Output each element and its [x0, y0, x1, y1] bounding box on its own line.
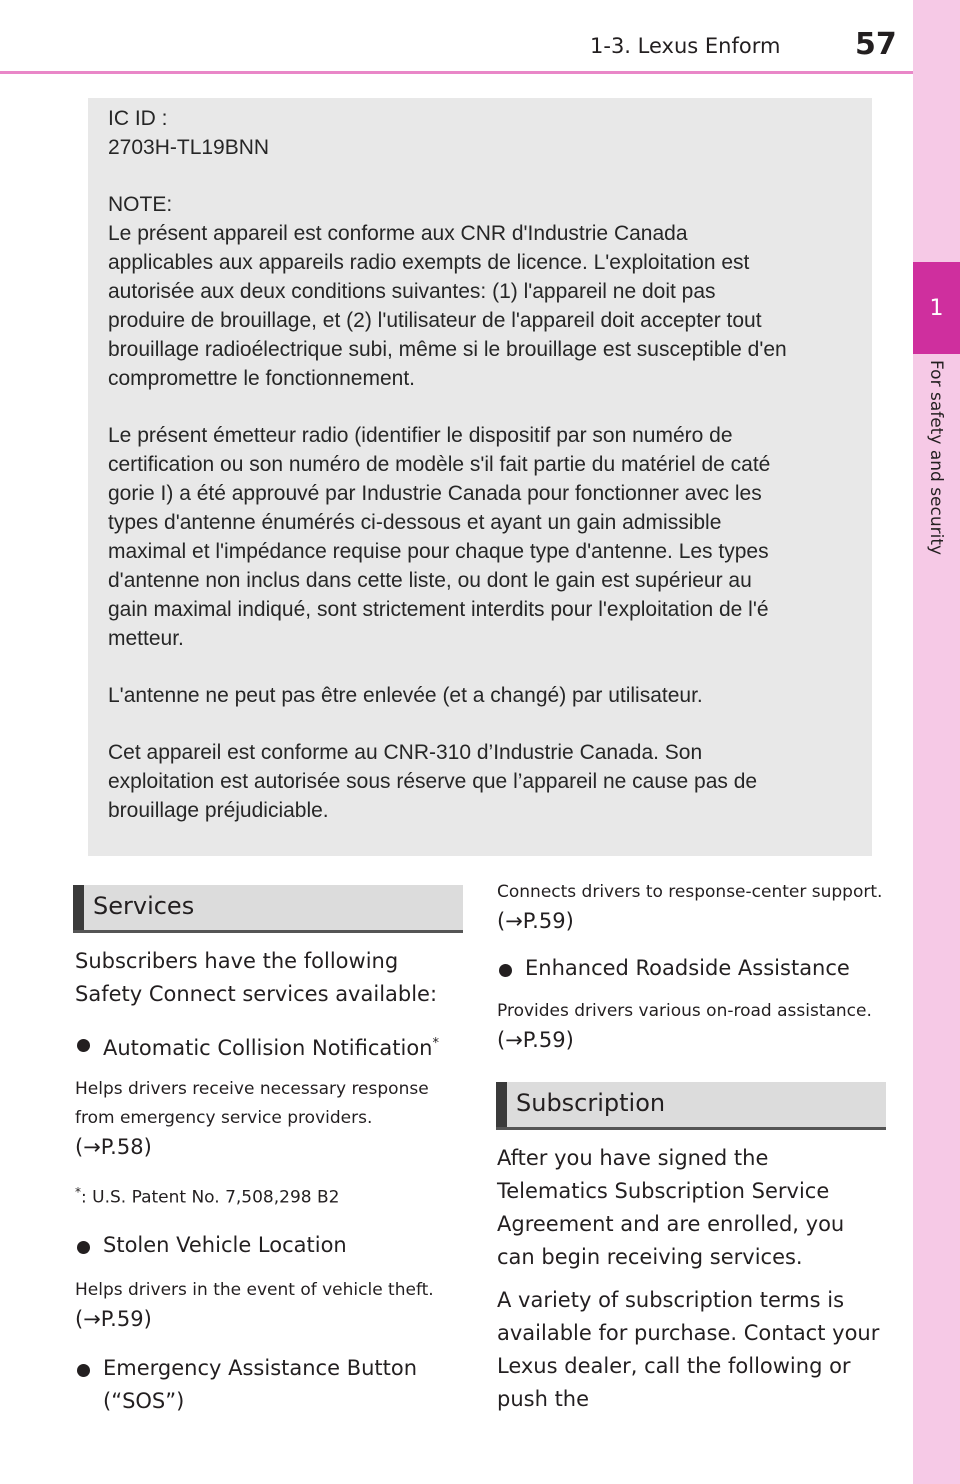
- regulatory-notice-image: [88, 98, 872, 856]
- service-desc: Helps drivers receive necessary response from emergency service providers. (→P.58): [75, 1079, 429, 1159]
- service-desc: Provides drivers various on-road assistance. (→P.59): [497, 1001, 872, 1052]
- subscription-p1: After you have signed the Telematics Subscription Service Agreement and are enrolled, you can begin receiving services.: [497, 1146, 845, 1269]
- service-item: Emergency Assistance Button (“SOS”): [75, 1352, 460, 1418]
- footnote: *: U.S. Patent No. 7,508,298 B2: [75, 1185, 340, 1208]
- services-right-column: [497, 878, 887, 1057]
- bullet-icon: [77, 1039, 90, 1052]
- services-left-column: [75, 945, 460, 1418]
- services-heading: Services: [73, 885, 463, 933]
- page-number: 57: [855, 27, 897, 62]
- chapter-side-tab: [913, 0, 960, 1484]
- ic-id-text: IC ID : 2703H-TL19BNN: [108, 107, 270, 159]
- note-text: NOTE: Le présent appareil est conforme aux CNR d'Industrie Canada applicables aux appareils radio exempts de licence. L'exploitation est autorisée aux deux conditions suivantes: (1) l'appareil ne doit pas produire de brouillage, et (2) l'utilisateur de l'appareil doit accepter tout brouillage radioélectrique subi, même si le brouillage est susceptible d'en compromettre le fonctionnement.: [108, 193, 787, 390]
- services-intro: Subscribers have the following Safety Connect services available:: [75, 949, 438, 1006]
- header-rule: [0, 71, 913, 74]
- service-item: Automatic Collision Notification*: [75, 1027, 460, 1065]
- section-title: 1-3. Lexus Enform: [590, 34, 781, 58]
- bullet-icon: [499, 964, 512, 977]
- subscription-heading: Subscription: [496, 1082, 886, 1130]
- antenna-text: L'antenne ne peut pas être enlevée (et a changé) par utilisateur.: [108, 684, 703, 707]
- service-desc: Helps drivers in the event of vehicle theft. (→P.59): [75, 1279, 434, 1331]
- subscription-p2: A variety of subscription terms is available for purchase. Contact your Lexus dealer, call the following or push the: [497, 1288, 880, 1411]
- service-item: Enhanced Roadside Assistance: [497, 952, 887, 985]
- service-item: Stolen Vehicle Location: [75, 1229, 460, 1262]
- service-desc: Connects drivers to response-center support. (→P.59): [497, 882, 883, 933]
- chapter-number: 1: [913, 262, 960, 354]
- transmitter-text: Le présent émetteur radio (identifier le dispositif par son numéro de certification ou son numéro de modèle s'il fait partie du matériel de caté gorie I) a été approuvé par Industrie Canada pour fonctionner avec les types d'antenne énumérés ci-dessous et ayant un gain admissible maximal et l'impédance requise pour chaque type d'antenne. Les types d'antenne non inclus dans cette liste, ou dont le gain est supérieur au gain maximal indiqué, sont strictement interdits pour l'exploitation de l'é metteur.: [108, 424, 771, 650]
- chapter-title: For safety and security: [926, 360, 946, 556]
- subscription-column: [497, 1142, 882, 1416]
- cnr-text: Cet appareil est conforme au CNR-310 d’Industrie Canada. Son exploitation est autorisée sous réserve que l’appareil ne cause pas de brouillage préjudiciable.: [108, 741, 758, 822]
- bullet-icon: [77, 1364, 90, 1377]
- bullet-icon: [77, 1241, 90, 1254]
